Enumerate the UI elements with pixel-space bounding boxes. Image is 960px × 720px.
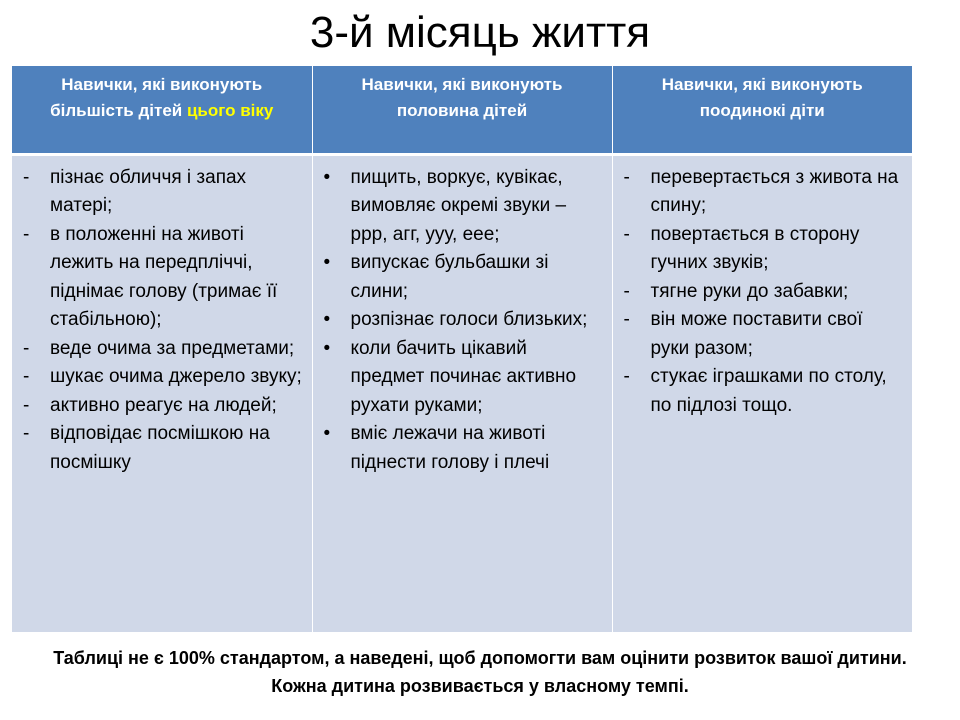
list-item xyxy=(20,392,304,421)
header-few-children-text: Навички, які виконують поодинокі діти xyxy=(661,75,863,120)
list-item xyxy=(321,164,604,250)
list-item-text: активно реагує на людей; xyxy=(50,394,277,416)
bullet-marker: - xyxy=(23,423,30,444)
list-item xyxy=(621,164,905,221)
bullet-marker: - xyxy=(23,166,30,188)
bullet-marker: - xyxy=(23,394,30,416)
skill-list-half xyxy=(321,164,604,478)
bullet-marker: • xyxy=(323,337,331,359)
bullet-marker: • xyxy=(323,252,331,273)
header-half-children-text: Навички, які виконують половина дітей xyxy=(361,75,563,120)
header-most-children xyxy=(12,66,312,154)
bullet-marker: - xyxy=(623,166,630,188)
list-item xyxy=(321,335,604,421)
table-body-row xyxy=(12,154,912,632)
footer-note: Таблиці не є 100% стандартом, а наведені, щоб допомогти вам оцінити розвиток вашої дитини. Кожна дитина розвивається у власному темпі. xyxy=(53,648,907,696)
list-item-text: перевертається з живота на спину; xyxy=(650,166,899,216)
bullet-marker: • xyxy=(323,309,331,330)
bullet-marker: - xyxy=(623,280,630,302)
list-item xyxy=(621,363,905,420)
bullet-marker: • xyxy=(323,423,331,444)
bullet-marker: • xyxy=(323,166,331,188)
list-item-text: стукає іграшками по столу, по підлозі тощо. xyxy=(650,366,887,416)
list-item-text: пищить, воркує, кувікає, вимовляє окремі звуки – ррр, агг, ууу, еее; xyxy=(350,166,567,245)
list-item xyxy=(20,420,304,477)
cell-few-children xyxy=(612,154,912,632)
list-item xyxy=(321,249,604,306)
bullet-marker: - xyxy=(23,223,30,245)
skill-list-few xyxy=(621,164,905,421)
list-item xyxy=(20,363,304,392)
bullet-marker: - xyxy=(23,337,30,359)
list-item xyxy=(321,306,604,335)
cell-most-children xyxy=(12,154,312,632)
header-highlight-age: цього віку xyxy=(186,101,274,120)
skill-list-most xyxy=(20,164,304,478)
list-item xyxy=(621,278,905,307)
list-item xyxy=(321,420,604,477)
bullet-marker: - xyxy=(623,309,630,330)
list-item xyxy=(621,306,905,363)
cell-half-children xyxy=(312,154,612,632)
bullet-marker: - xyxy=(623,366,630,387)
header-half-children xyxy=(312,66,612,154)
header-most-children-text: Навички, які виконують більшість дітей xyxy=(50,75,263,120)
list-item-text: розпізнає голоси близьких; xyxy=(350,309,588,330)
list-item xyxy=(621,221,905,278)
list-item-text: вміє лежачи на животі піднести голову і плечі xyxy=(350,423,550,473)
bullet-marker: - xyxy=(23,366,30,387)
list-item-text: відповідає посмішкою на посмішку xyxy=(50,423,270,473)
list-item-text: повертається в сторону гучних звуків; xyxy=(650,223,860,273)
list-item xyxy=(20,335,304,364)
list-item-text: шукає очима джерело звуку; xyxy=(50,366,302,387)
list-item-text: тягне руки до забавки; xyxy=(650,280,849,302)
skills-table xyxy=(12,66,912,632)
list-item xyxy=(20,221,304,335)
table-header-row xyxy=(12,66,912,154)
list-item-text: веде очима за предметами; xyxy=(50,337,295,359)
list-item-text: пізнає обличчя і запах матері; xyxy=(50,166,247,216)
slide-title: 3-й місяць життя xyxy=(309,8,651,57)
list-item-text: коли бачить цікавий предмет починає активно рухати руками; xyxy=(350,337,577,416)
list-item-text: випускає бульбашки зі слини; xyxy=(350,252,549,302)
list-item xyxy=(20,164,304,221)
bullet-marker: - xyxy=(623,223,630,245)
list-item-text: він може поставити свої руки разом; xyxy=(650,309,863,359)
list-item-text: в положенні на животі лежить на передпліччі, піднімає голову (тримає її стабільною); xyxy=(50,223,278,330)
header-few-children xyxy=(612,66,912,154)
